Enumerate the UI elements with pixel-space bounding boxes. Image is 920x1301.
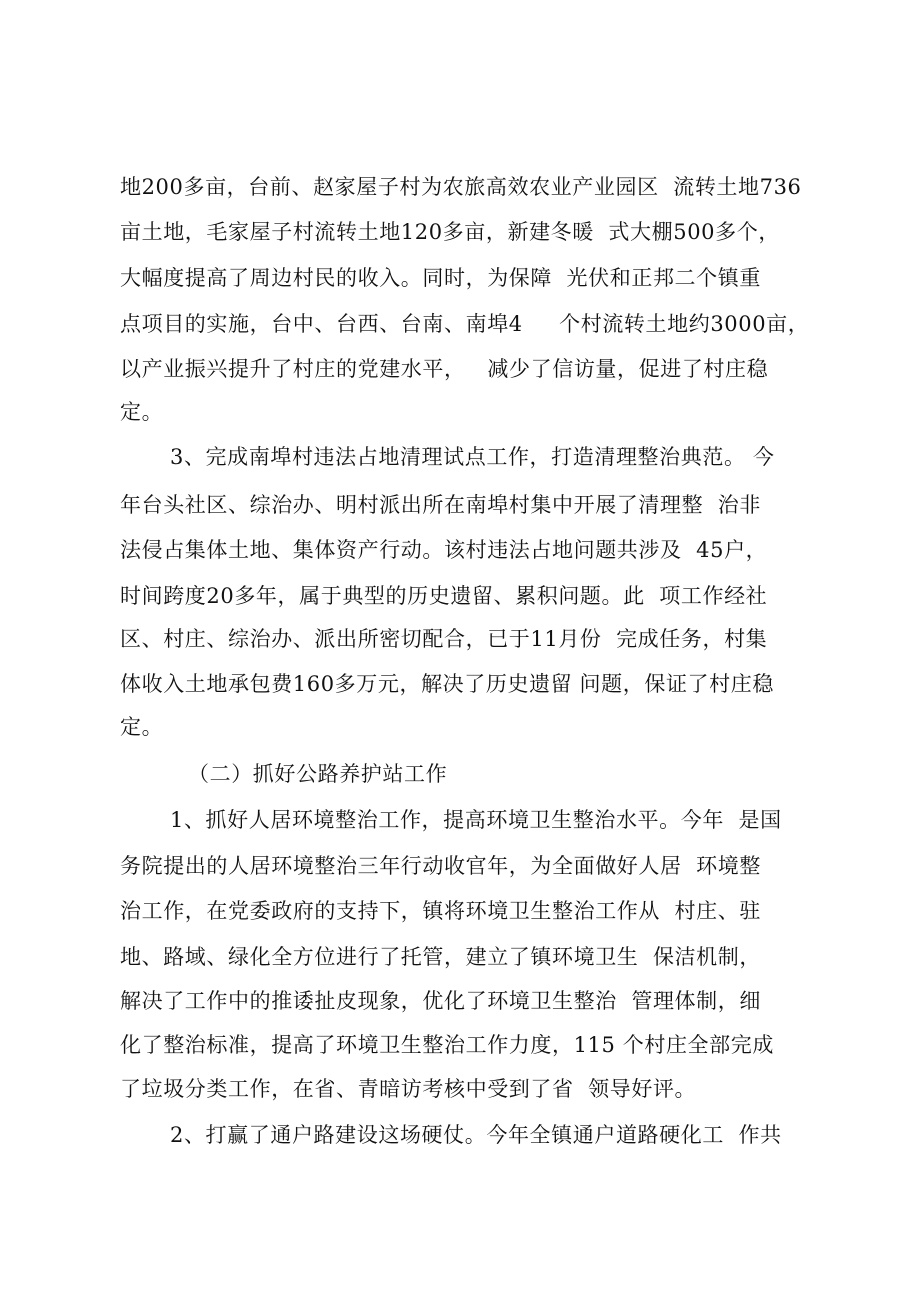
text-line: 时间跨度20多年，属于典型的历史遗留、累积问题。此 项工作经社 (120, 584, 768, 608)
text-line: 亩土地，毛家屋子村流转土地120多亩，新建冬暖 式大棚500多个， (120, 220, 780, 244)
text-line: 体收入土地承包费160多万元，解决了历史遗留 问题，保证了村庄稳 (120, 672, 774, 696)
text-line: 点项目的实施，台中、台西、台南、南埠4 个村流转土地约3000亩， (120, 312, 810, 336)
text-line: 化了整治标准，提高了环境卫生整治工作力度，115 个村庄全部完成 (120, 1033, 774, 1057)
text-line: 地、路域、绿化全方位进行了托管，建立了镇环境卫生 保洁机制， (120, 945, 761, 969)
text-line: 地200多亩，台前、赵家屋子村为农旅高效农业产业园区 流转土地736 (120, 175, 802, 199)
paragraph-1-first-line: 1、抓好人居环境整治工作，提高环境卫生整治水平。今年 是国 (170, 808, 782, 832)
text-line: 定。 (120, 400, 164, 424)
section-heading: （二）抓好公路养护站工作 (188, 762, 448, 786)
text-line: 解决了工作中的推诿扯皮现象，优化了环境卫生整治 管理体制，细 (120, 989, 761, 1013)
text-line: 法侵占集体土地、集体资产行动。该村违法占地问题共涉及 45户， (120, 538, 768, 562)
text-line: 了垃圾分类工作，在省、青暗访考核中受到了省 领导好评。 (120, 1077, 697, 1101)
text-line: 区、村庄、综治办、派出所密切配合，已于11月份 完成任务，村集 (120, 627, 768, 651)
text-line: 大幅度提高了周边村民的收入。同时，为保障 光伏和正邦二个镇重 (120, 266, 761, 290)
text-line: 年台头社区、综治办、明村派出所在南埠村集中开展了清理整 治非 (120, 493, 761, 517)
text-line: 定。 (120, 715, 164, 739)
text-line: 务院提出的人居环境整治三年行动收官年，为全面做好人居 环境整 (120, 854, 761, 878)
paragraph-2-first-line: 2、打赢了通户路建设这场硬仗。今年全镇通户道路硬化工 作共 (170, 1123, 782, 1147)
text-line: 以产业振兴提升了村庄的党建水平， 减少了信访量，促进了村庄稳 (120, 357, 769, 381)
text-line: 治工作，在党委政府的支持下，镇将环境卫生整治工作从 村庄、驻 (120, 899, 761, 923)
paragraph-3-first-line: 3、完成南埠村违法占地清理试点工作，打造清理整治典范。 今 (170, 445, 775, 469)
